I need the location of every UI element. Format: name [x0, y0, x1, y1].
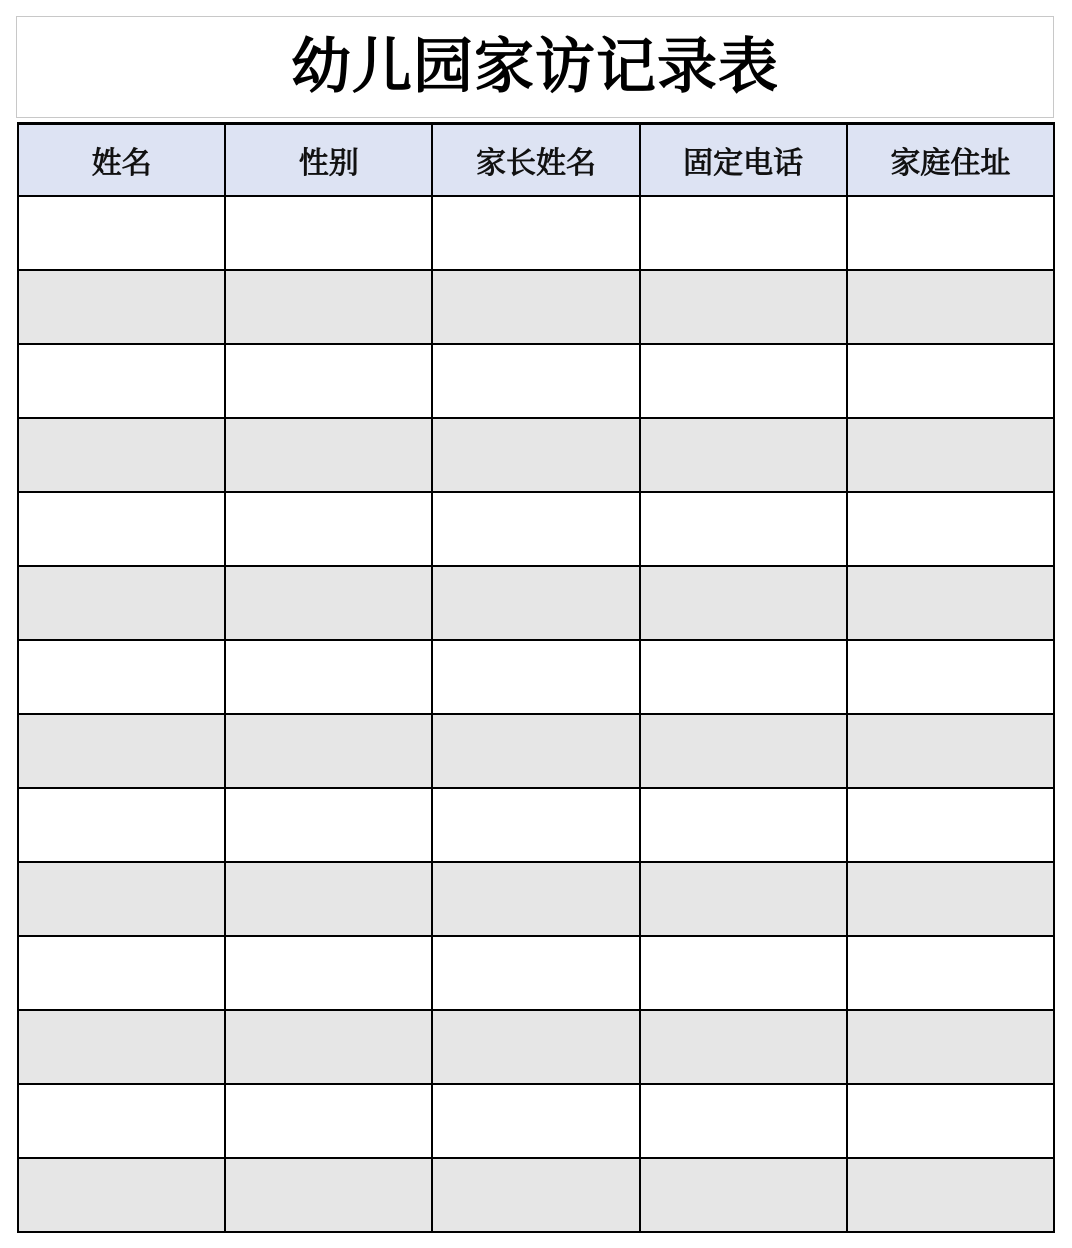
table-cell[interactable]: [225, 270, 432, 344]
page-title: 幼儿园家访记录表: [291, 32, 779, 102]
table-cell[interactable]: [847, 344, 1054, 418]
table-row: [18, 714, 1054, 788]
table-cell[interactable]: [640, 640, 847, 714]
column-header-child-name: 姓名: [18, 124, 225, 196]
table-cell[interactable]: [432, 936, 639, 1010]
table-cell[interactable]: [640, 492, 847, 566]
table-cell[interactable]: [847, 862, 1054, 936]
table-cell[interactable]: [847, 270, 1054, 344]
table-cell[interactable]: [18, 714, 225, 788]
table-cell[interactable]: [18, 1084, 225, 1158]
table-cell[interactable]: [225, 640, 432, 714]
table-cell[interactable]: [432, 788, 639, 862]
table-cell[interactable]: [225, 788, 432, 862]
table-cell[interactable]: [640, 270, 847, 344]
column-header-landline: 固定电话: [640, 124, 847, 196]
table-cell[interactable]: [18, 1158, 225, 1232]
column-header-parent-name: 家长姓名: [432, 124, 639, 196]
table-cell[interactable]: [225, 344, 432, 418]
table-cell[interactable]: [18, 492, 225, 566]
column-header-home-address: 家庭住址: [847, 124, 1054, 196]
table-cell[interactable]: [640, 196, 847, 270]
table-row: [18, 566, 1054, 640]
table-cell[interactable]: [640, 1158, 847, 1232]
table-cell[interactable]: [432, 196, 639, 270]
table-cell[interactable]: [432, 640, 639, 714]
table-cell[interactable]: [847, 492, 1054, 566]
table-cell[interactable]: [432, 1084, 639, 1158]
table-row: [18, 418, 1054, 492]
table-cell[interactable]: [18, 270, 225, 344]
header-row: [18, 124, 1054, 196]
table-row: [18, 1084, 1054, 1158]
table-cell[interactable]: [640, 566, 847, 640]
table-cell[interactable]: [847, 1010, 1054, 1084]
table-cell[interactable]: [225, 936, 432, 1010]
table-cell[interactable]: [847, 936, 1054, 1010]
table-cell[interactable]: [432, 418, 639, 492]
table-cell[interactable]: [432, 566, 639, 640]
table-cell[interactable]: [18, 344, 225, 418]
table-cell[interactable]: [18, 936, 225, 1010]
table-cell[interactable]: [18, 640, 225, 714]
table-row: [18, 936, 1054, 1010]
table-cell[interactable]: [18, 1010, 225, 1084]
table-row: [18, 640, 1054, 714]
table-cell[interactable]: [18, 196, 225, 270]
table-cell[interactable]: [847, 1084, 1054, 1158]
table-cell[interactable]: [18, 566, 225, 640]
table-cell[interactable]: [432, 270, 639, 344]
table-row: [18, 1158, 1054, 1232]
table-cell[interactable]: [847, 196, 1054, 270]
table-cell[interactable]: [640, 1084, 847, 1158]
table-row: [18, 1010, 1054, 1084]
table-cell[interactable]: [225, 1158, 432, 1232]
table-cell[interactable]: [18, 862, 225, 936]
table-cell[interactable]: [18, 418, 225, 492]
table-cell[interactable]: [225, 566, 432, 640]
table-cell[interactable]: [432, 344, 639, 418]
table-cell[interactable]: [225, 714, 432, 788]
table-cell[interactable]: [432, 492, 639, 566]
visit-record-table: [17, 122, 1055, 1233]
table-cell[interactable]: [640, 344, 847, 418]
table-cell[interactable]: [225, 1084, 432, 1158]
table-cell[interactable]: [640, 862, 847, 936]
table-row: [18, 344, 1054, 418]
table-row: [18, 788, 1054, 862]
table-cell[interactable]: [432, 862, 639, 936]
table-cell[interactable]: [847, 788, 1054, 862]
table-cell[interactable]: [847, 566, 1054, 640]
table-cell[interactable]: [225, 418, 432, 492]
table-body: [18, 196, 1054, 1232]
table-cell[interactable]: [225, 196, 432, 270]
table-row: [18, 196, 1054, 270]
table-cell[interactable]: [640, 418, 847, 492]
table-row: [18, 862, 1054, 936]
table-cell[interactable]: [432, 1158, 639, 1232]
table-cell[interactable]: [847, 640, 1054, 714]
table-cell[interactable]: [225, 1010, 432, 1084]
table-cell[interactable]: [847, 1158, 1054, 1232]
column-header-gender: 性别: [225, 124, 432, 196]
table-cell[interactable]: [432, 1010, 639, 1084]
table-cell[interactable]: [432, 714, 639, 788]
table-cell[interactable]: [225, 492, 432, 566]
table-cell[interactable]: [18, 788, 225, 862]
table-cell[interactable]: [640, 1010, 847, 1084]
table-cell[interactable]: [847, 714, 1054, 788]
table-row: [18, 492, 1054, 566]
table-row: [18, 270, 1054, 344]
table-cell[interactable]: [225, 862, 432, 936]
title-box: [16, 16, 1054, 118]
table-cell[interactable]: [847, 418, 1054, 492]
table-cell[interactable]: [640, 714, 847, 788]
table-cell[interactable]: [640, 936, 847, 1010]
table-cell[interactable]: [640, 788, 847, 862]
